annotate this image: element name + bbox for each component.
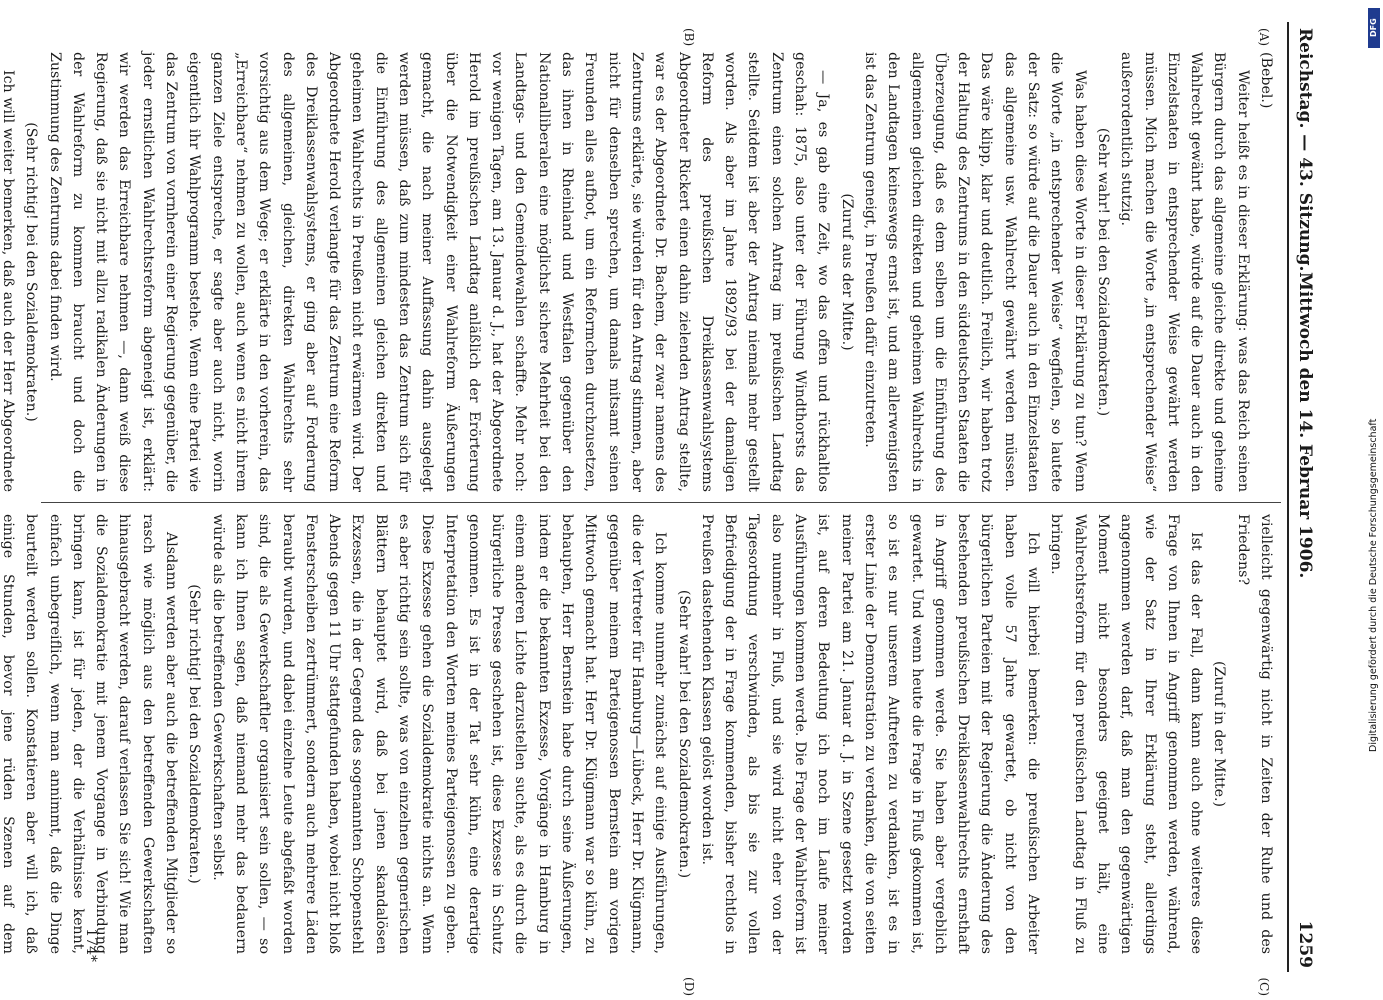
header-date: Mittwoch den 14. Februar 1906. [1295, 272, 1315, 579]
interjection: (Zuruf in der Mitte.) [1211, 660, 1228, 808]
paragraph: Ich komme nunmehr zunächst auf einige Ausführungen, die der Vertreter für Hamburg—Lübeck, Herr Dr. Klügmann, gegenüber meinem Parteigenossen Bernstein am vorigen Mittwoch gemacht hat. Herr Dr. Klügmann war so kühn, zu behaupten, Herr Bernstein habe durch seine Äußerungen, indem er die bekannten Exzesse, Vorgänge in Hamburg in einem anderen Lichte darzustellen suchte, als es durch die bürgerliche Presse geschehen ist, diese Exzesse in Schutz genommen. Es ist in der Tat sehr kühn, eine derartige Interpretation den Worten meines Parteigenossen zu geben. Diese Exzesse gehen die Sozialdemokratie nichts an. Wenn es aber richtig sein sollte, was von einzelnen gegnerischen Blättern behauptet wird, daß bei jenen skandalösen Exzessen, die in der Gegend des sogenannten Schopenstehl Abends gegen 11 Uhr stattgefunden haben, wobei nicht bloß Fensterscheiben zertrümmert, sondern auch mehrere Läden beraubt wurden, und dabei einzelne Leute abgefaßt worden sind, die als Gewerkschaftler organisiert sein sollen, — so kann ich Ihnen sagen, daß niemand mehr das bedauern würde als die betreffenden Gewerkschaften selbst. [209, 514, 669, 954]
text-column-right [0, 514, 1277, 954]
paragraph: Alsdann werden aber auch die betreffenden Mitglieder so rasch wie möglich aus den betreffenden Gewerkschaften hinausgebracht werden, darauf verlassen Sie sich! Wie man die Sozialdemokratie mit jenem Vorgange in Verbindung bringen kann, ist für jeden, der die Verhältnisse kennt, einfach unbegreiflich, wenn man annimmt, daß die Dinge beurteilt werden sollen. Konstatieren aber will ich, daß einige Stunden, bevor jene rüden Szenen auf dem [0, 514, 180, 954]
running-header [1287, 22, 1321, 972]
header-rule [1287, 22, 1289, 972]
margin-marker-d: (D) [682, 977, 696, 996]
rotated-document [0, 22, 1321, 996]
margin-marker-b: (B) [682, 28, 696, 47]
paragraph: Weiter heißt es in dieser Erklärung: was das Reich seinen Bürgern durch das allgemeine gleiche direkte und geheime Wahlrecht gewährt habe, würde auf die Dauer auch in den Einzelstaaten in entsprechender Weise gewährt werden müssen. Mich machen die Worte „in entsprechender Weise“ außerordentlich stutzig. [1118, 52, 1251, 492]
column-divider [41, 502, 1281, 503]
paragraph: Ich will hierbei bemerken: die preußischen Arbeiter haben volle 57 Jahre gewartet, ob nicht von den bürgerlichen Parteien mit der Regierung die Änderung des bestehenden preußischen Dreiklassenwahlrechts ernsthaft in Angriff genommen werde. Sie haben aber vergeblich gewartet. Und wenn heute die Frage in Fluß gekommen ist, so ist es nur unserem Auftreten zu verdanken, ist es in erster Linie der Demonstration zu verdanken, die von seiten meiner Partei am 21. Januar d. J. in Szene gesetzt worden ist, auf deren Bedeutung ich noch im Laufe meiner Ausführungen kommen werde. Die Frage der Wahlreform ist also nunmehr in Fluß, und sie wird nicht eher von der Tagesordnung verschwinden, als bis sie zur vollen Befriedigung der in Frage kommenden, bisher rechtlos in Preußen dastehenden Klassen gelöst worden ist. [698, 514, 1042, 954]
header-left: Reichstag. — 43. Sitzung. [1295, 28, 1315, 272]
interjection: (Zuruf aus der Mitte.) [838, 193, 855, 351]
paragraph: Ich will weiter bemerken, daß auch der Herr Abgeordnete [0, 70, 16, 492]
paragraph: Was haben diese Worte in dieser Erklärung zu tun? Wenn die Worte „in entsprechender Weise“ wegfielen, so lautete der Satz: so würde auf die Dauer auch in den Einzelstaaten das allgemeine usw. Wahlrecht gewährt werden müssen. Das wäre klipp, klar und deutlich. Freilich, wir haben trotz der Haltung des Zentrums in den süddeutschen Staaten die Überzeugung, daß es dem selben um die Einführung des allgemeinen gleichen direkten und geheimen Wahlrechts in den Landtagen keineswegs ernst ist, und am allerwenigsten ist das Zentrum geneigt, in Preußen dafür einzutreten. [861, 52, 1088, 492]
interjection: (Sehr wahr! bei den Sozialdemokraten.) [1094, 127, 1111, 417]
paragraph: Ist das der Fall, dann kann auch ohne weiteres diese Frage von Ihnen in Angriff genommen werden, während, wie der Satz in Ihrer Erklärung steht, allerdings angenommen werden darf, daß man den gegenwärtigen Moment nicht besonders geeignet hält, eine Wahlrechtsreform für den preußischen Landtag in Fluß zu bringen. [1048, 514, 1205, 954]
paragraph: — Ja, es gab eine Zeit, wo das offen und rückhaltlos geschah: 1875, also unter der Führung Windthorsts das Zentrum einen solchen Antrag im preußischen Landtag stellte. Seitdem ist aber der Antrag niemals mehr gestellt worden. Als aber im Jahre 1892/93 bei der damaligen Reform des preußischen Dreiklassenwahlsystems Abgeordneter Rickert einen dahin zielenden Antrag stellte, war es der Abgeordnete Dr. Bachem, der zwar namens des Zentrums erklärte, sie würden für den Antrag stimmen, aber nicht für denselben sprechen, um damals mitsamt seinen Freunden alles aufbot, um ein Reformchen durchzusetzen, das ihnen in Rheinland und Westfalen gegenüber den Nationalliberalen eine möglichst sichere Mehrheit bei den Landtags- und den Gemeindewahlen schaffte. Mehr noch: vor wenigen Tagen, am 13. Januar d. J., hat der Abgeordnete Herold im preußischen Landtag anläßlich der Erörterung über die Notwendigkeit einer Wahlreform Äußerungen gemacht, die nach meiner Auffassung dahin ausgelegt werden müssen, daß zum mindesten das Zentrum sich für die Einführung des allgemeinen gleichen direkten und geheimen Wahlrechts in Preußen nicht erwärmen wird. Der Abgeordnete Herold verlangte für das Zentrum eine Reform des Dreiklassenwahlsystems, er ging aber auf Forderung des allgemeinen, gleichen, direkten Wahlrechts sehr vorsichtig aus dem Wege; er erklärte in den vorherein, das „Erreichbare“ nehmen zu wollen, auch wenn es nicht ihrem ganzen Ziele entspreche, er sagte aber auch nicht, worin eigentlich ihr Wahlprogramm bestehe. Wenn eine Partei wie das Zentrum von vornherein einer Regierung gegenüber, die jeder ernstlichen Wahlrechtsreform abgeneigt ist, erklärt: wir werden das Erreichbare nehmen —, dann weiß diese Regierung, daß sie nicht mit allzu radikalen Änderungen in der Wahlreform zu kommen braucht und doch die Zustimmung des Zentrums dabei finden wird. [46, 52, 832, 492]
interjection: (Sehr richtig! bei den Sozialdemokraten.) [186, 584, 203, 884]
text-column-left [0, 52, 1277, 492]
dfg-logo: DFG [1368, 8, 1380, 48]
interjection: (Sehr wahr! bei den Sozialdemokraten.) [675, 589, 692, 879]
speaker-label: (Bebel.) [1258, 52, 1274, 109]
interjection: (Sehr richtig! bei den Sozialdemokraten.) [23, 122, 40, 422]
paragraph: vielleicht gegenwärtig nicht in Zeiten der Ruhe und des Friedens? [1234, 514, 1274, 954]
margin-marker-c: (C) [1257, 977, 1271, 996]
digitization-credit: Digitalisierung gefördert durch die Deutsche Forschungsgemeinschaft [1368, 418, 1379, 752]
page-number: 1259 [1295, 920, 1315, 968]
signature-mark: 174* [83, 928, 99, 962]
margin-marker-a: (A) [1257, 28, 1271, 47]
